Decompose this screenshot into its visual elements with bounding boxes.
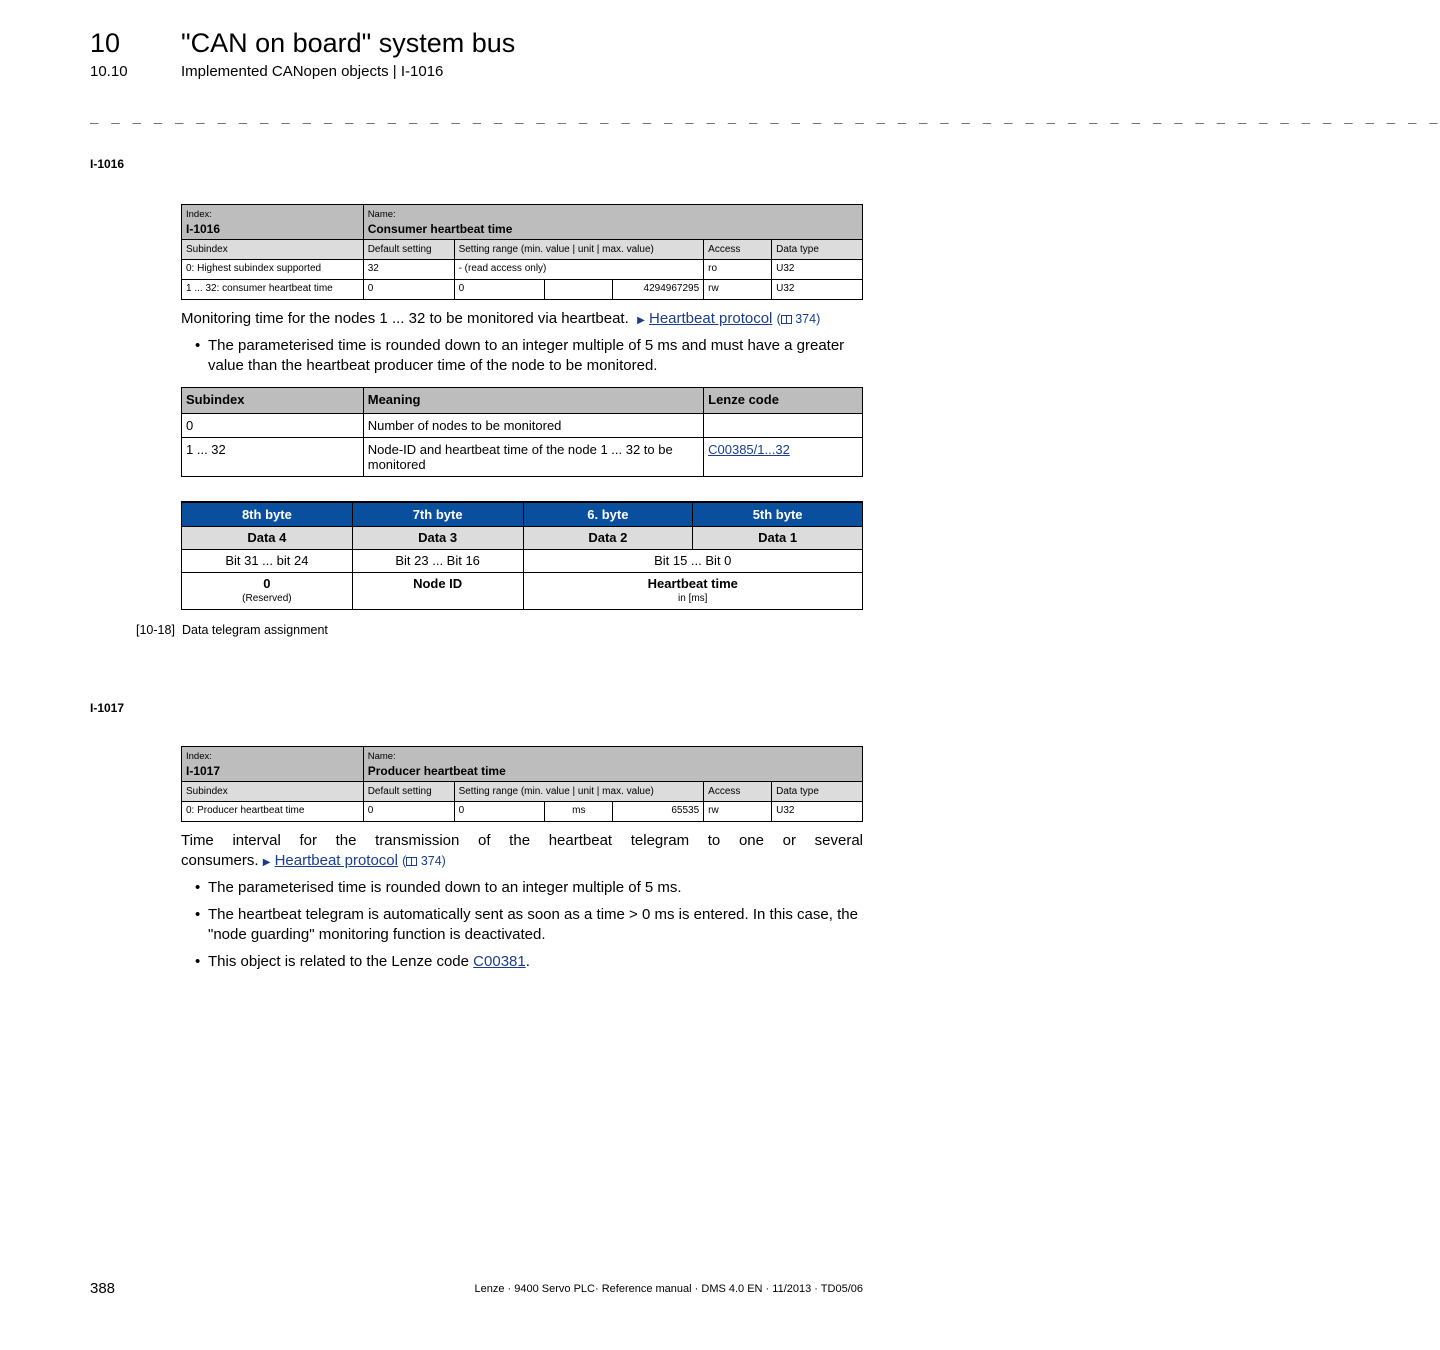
heartbeat-protocol-link[interactable]: Heartbeat protocol xyxy=(648,310,773,327)
cell-unit: ms xyxy=(545,802,613,822)
chapter-number: 10 xyxy=(90,28,121,58)
meaning-table xyxy=(181,387,863,477)
cell-unit xyxy=(545,280,613,300)
telegram-table xyxy=(181,501,863,610)
data-header: Data 1 xyxy=(693,526,863,549)
description-i1017-line1: Time interval for the transmission of the heartbeat telegram to one or several xyxy=(181,832,863,849)
cell-access: ro xyxy=(704,260,772,280)
column-header: Subindex xyxy=(182,240,364,260)
description-i1016 xyxy=(181,309,871,331)
cell-type: U32 xyxy=(772,280,863,300)
cell-subindex: 0 xyxy=(182,414,364,438)
object-table-i1016 xyxy=(181,204,863,300)
cell-code xyxy=(704,414,863,438)
content-node-id: Node ID xyxy=(352,572,523,609)
object-table-i1017 xyxy=(181,746,863,822)
table-row xyxy=(182,438,863,477)
book-icon xyxy=(781,315,792,324)
document-info: Lenze · 9400 Servo PLC· Reference manual · DMS 4.0 EN · 11/2013 · TD05/06 xyxy=(474,1283,863,1295)
page-reference[interactable]: ( 374) xyxy=(402,854,446,868)
meaning-header: Meaning xyxy=(363,388,703,414)
meaning-header: Subindex xyxy=(182,388,364,414)
chapter-title: "CAN on board" system bus xyxy=(181,28,516,58)
figure-caption-text: Data telegram assignment xyxy=(182,623,328,637)
bit-range: Bit 15 ... Bit 0 xyxy=(523,549,863,572)
cell-default: 0 xyxy=(363,280,454,300)
cell-meaning: Number of nodes to be monitored xyxy=(363,414,703,438)
object-heading-i1016: I-1016 xyxy=(90,157,125,171)
arrow-right-icon: ▶ xyxy=(262,857,271,868)
page-number: 388 xyxy=(90,1280,116,1297)
byte-header: 5th byte xyxy=(693,502,863,526)
bullet-text: The parameterised time is rounded down to an integer multiple of 5 ms and must have a greater value than the heartbeat producer time of the node to be monitored. xyxy=(208,337,845,374)
column-header: Subindex xyxy=(182,782,364,802)
cell-subindex: 0: Producer heartbeat time xyxy=(182,802,364,822)
cell-range: - (read access only) xyxy=(454,260,704,280)
description-i1017-line2: consumers. ▶ Heartbeat protocol ( 374) xyxy=(181,852,446,869)
column-header: Access xyxy=(704,782,772,802)
column-header: Setting range (min. value | unit | max. value) xyxy=(454,782,704,802)
index-cell: Index: I-1017 xyxy=(182,747,364,782)
cell-access: rw xyxy=(704,280,772,300)
column-header: Default setting xyxy=(363,782,454,802)
column-header: Access xyxy=(704,240,772,260)
content-heartbeat-time: Heartbeat time in [ms] xyxy=(523,572,863,609)
byte-header: 6. byte xyxy=(523,502,693,526)
cell-subindex: 1 ... 32 xyxy=(182,438,364,477)
cell-access: rw xyxy=(704,802,772,822)
section-number: 10.10 xyxy=(90,63,128,80)
bullet-text: The heartbeat telegram is automatically sent as soon as a time > 0 ms is entered. In this case, the "node guarding" monitoring function is deactivated. xyxy=(208,906,858,943)
description-text: Monitoring time for the nodes 1 ... 32 to be monitored via heartbeat. xyxy=(181,310,629,327)
cell-max: 65535 xyxy=(613,802,704,822)
data-header: Data 2 xyxy=(523,526,693,549)
cell-default: 32 xyxy=(363,260,454,280)
column-header: Data type xyxy=(772,782,863,802)
index-cell: Index: I-1016 xyxy=(182,205,364,240)
heartbeat-protocol-link[interactable]: Heartbeat protocol xyxy=(274,852,398,869)
cell-min: 0 xyxy=(454,280,545,300)
object-heading-i1017: I-1017 xyxy=(90,701,125,715)
bullet-text: The parameterised time is rounded down to an integer multiple of 5 ms. xyxy=(208,879,682,896)
column-header: Default setting xyxy=(363,240,454,260)
arrow-right-icon: ▶ xyxy=(637,315,645,326)
byte-header: 7th byte xyxy=(352,502,523,526)
name-cell: Name: Consumer heartbeat time xyxy=(363,205,862,240)
cell-type: U32 xyxy=(772,260,863,280)
bullet-related: This object is related to the Lenze code C00381. xyxy=(208,953,530,970)
book-icon xyxy=(406,857,417,866)
section-title: Implemented CANopen objects | I-1016 xyxy=(181,63,444,80)
bullet-icon: • xyxy=(195,337,201,354)
bit-range: Bit 31 ... bit 24 xyxy=(182,549,353,572)
bullet-icon: • xyxy=(195,879,201,896)
table-row xyxy=(182,802,863,822)
content-reserved: 0 (Reserved) xyxy=(182,572,353,609)
lenze-code-link[interactable]: C00385/1...32 xyxy=(708,442,790,457)
table-row xyxy=(182,260,863,280)
cell-code xyxy=(704,438,863,477)
cell-default: 0 xyxy=(363,802,454,822)
name-cell: Name: Producer heartbeat time xyxy=(363,747,862,782)
cell-type: U32 xyxy=(772,802,863,822)
cell-meaning: Node-ID and heartbeat time of the node 1 ... 32 to be monitored xyxy=(363,438,703,477)
header-divider: _ _ _ _ _ _ _ _ _ _ _ _ _ _ _ _ _ _ _ _ _ _ _ _ _ _ _ _ _ _ _ _ _ _ _ _ _ _ _ _ _ _ _ _ _ _ _ _ _ _ _ _ _ _ _ _ _ _ _ _ _ _ _ _ xyxy=(90,108,1440,124)
bit-range: Bit 23 ... Bit 16 xyxy=(352,549,523,572)
cell-max: 4294967295 xyxy=(613,280,704,300)
lenze-code-link[interactable]: C00381 xyxy=(473,953,526,970)
meaning-header: Lenze code xyxy=(704,388,863,414)
data-header: Data 4 xyxy=(182,526,353,549)
page-reference[interactable]: ( 374) xyxy=(776,312,821,326)
byte-header: 8th byte xyxy=(182,502,353,526)
bullet-icon: • xyxy=(195,953,201,970)
cell-subindex: 1 ... 32: consumer heartbeat time xyxy=(182,280,364,300)
bullet-icon: • xyxy=(195,906,201,923)
column-header: Setting range (min. value | unit | max. value) xyxy=(454,240,704,260)
figure-caption-number: [10-18] xyxy=(136,623,175,637)
table-row xyxy=(182,280,863,300)
cell-min: 0 xyxy=(454,802,545,822)
column-header: Data type xyxy=(772,240,863,260)
data-header: Data 3 xyxy=(352,526,523,549)
cell-subindex: 0: Highest subindex supported xyxy=(182,260,364,280)
table-row xyxy=(182,414,863,438)
